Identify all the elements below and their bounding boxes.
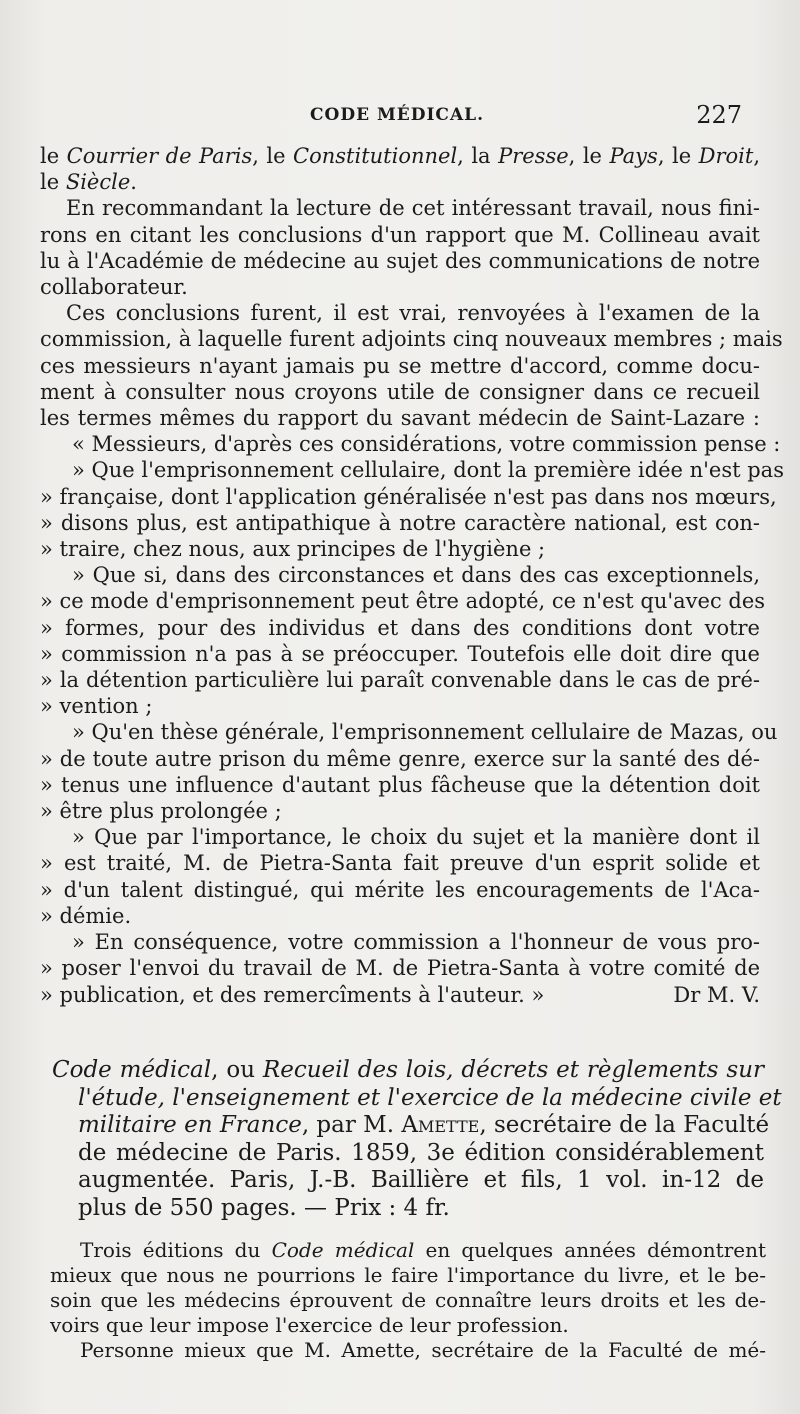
quote-line: » vention ; (40, 694, 153, 719)
quote-line: » disons plus, est antipathique à notre caractère national, est con- (40, 510, 760, 535)
quote-line: » ce mode d'emprisonnement peut être adopté, ce n'est qu'avec des (40, 589, 766, 614)
text-line: Ces conclusions furent, il est vrai, renvoyées à l'examen de la (66, 301, 760, 326)
article-body (40, 143, 784, 1008)
biblio-line: plus de 550 pages. — Prix : 4 fr. (78, 1194, 450, 1221)
text-line: le Siècle. (40, 170, 137, 195)
text-line: soin que les médecins éprouvent de connaître leurs droits et les de- (50, 1288, 766, 1312)
biblio-line: Code médical, ou Recueil des lois, décrets et règlements sur (52, 1057, 764, 1083)
biblio-line: de médecine de Paris. 1859, 3e édition considérablement (78, 1139, 764, 1166)
biblio-line: augmentée. Paris, J.-B. Baillière et fils, 1 vol. in-12 de (78, 1167, 764, 1193)
text-line: collaborateur. (40, 275, 188, 300)
quote-line: » démie. (40, 903, 132, 928)
quote-line: » est traité, M. de Pietra-Santa fait preuve d'un esprit solide et (40, 851, 760, 876)
running-head: CODE MÉDICAL. (310, 105, 485, 125)
text-line: rons en citant les conclusions d'un rapport que M. Collineau avait (40, 222, 760, 247)
quote-line: » Que par l'importance, le choix du sujet et la manière dont il (72, 825, 760, 850)
quote-line: » française, dont l'application généralisée n'est pas dans nos mœurs, (40, 484, 777, 509)
page-header (0, 103, 800, 137)
page-number: 227 (696, 101, 742, 129)
quote-line: » Qu'en thèse générale, l'emprisonnement cellulaire de Mazas, ou (72, 720, 778, 745)
quote-line: » la détention particulière lui paraît convenable dans le cas de pré- (40, 668, 760, 693)
biblio-line: militaire en France, par M. Amette, secrétaire de la Faculté (78, 1112, 770, 1138)
quote-line: » publication, et des remercîments à l'auteur. » (40, 982, 545, 1007)
bibliographic-notice (52, 1057, 782, 1222)
quote-line: » Que si, dans des circonstances et dans des cas exceptionnels, (72, 563, 760, 588)
quote-line: » En conséquence, votre commission a l'honneur de vous pro- (72, 930, 760, 955)
signature: Dr M. V. (673, 982, 760, 1007)
quote-line: « Messieurs, d'après ces considérations, votre commission pense : (72, 432, 781, 457)
quote-line: » formes, pour des individus et dans des conditions dont votre (40, 615, 760, 640)
text-line: lu à l'Académie de médecine au sujet des communications de notre (40, 248, 760, 273)
review-text (50, 1238, 767, 1363)
quote-line: » traire, chez nous, aux principes de l'hygiène ; (40, 537, 546, 562)
quote-line: » poser l'envoi du travail de M. de Pietra-Santa à votre comité de (40, 956, 760, 981)
text-line: Personne mieux que M. Amette, secrétaire de la Faculté de mé- (80, 1338, 766, 1362)
text-line: commission, à laquelle furent adjoints cinq nouveaux membres ; mais (40, 327, 783, 352)
text-line: voirs que leur impose l'exercice de leur profession. (50, 1313, 569, 1337)
text-line: Trois éditions du Code médical en quelques années démontrent (80, 1238, 767, 1262)
text-line: En recommandant la lecture de cet intéressant travail, nous fini- (66, 196, 760, 221)
quote-line: » être plus prolongée ; (40, 799, 282, 824)
text-line: ces messieurs n'ayant jamais pu se mettre d'accord, comme docu- (40, 353, 760, 378)
quote-line: » tenus une influence d'autant plus fâcheuse que la détention doit (40, 772, 760, 797)
quote-closing-line (40, 982, 760, 1008)
quote-line: » commission n'a pas à se préoccuper. Toutefois elle doit dire que (40, 641, 760, 666)
quote-line: » Que l'emprisonnement cellulaire, dont la première idée n'est pas (72, 458, 784, 483)
quote-line: » de toute autre prison du même genre, exerce sur la santé des dé- (40, 746, 760, 771)
text-line: ment à consulter nous croyons utile de consigner dans ce recueil (40, 379, 760, 404)
text-line: le Courrier de Paris, le Constitutionnel, la Presse, le Pays, le Droit, (40, 144, 761, 168)
text-line: les termes mêmes du rapport du savant médecin de Saint-Lazare : (40, 406, 760, 431)
text-line: mieux que nous ne pourrions le faire l'importance du livre, et le be- (50, 1263, 766, 1287)
biblio-line: l'étude, l'enseignement et l'exercice de la médecine civile et (78, 1084, 782, 1111)
quote-line: » d'un talent distingué, qui mérite les encouragements de l'Aca- (40, 877, 760, 902)
